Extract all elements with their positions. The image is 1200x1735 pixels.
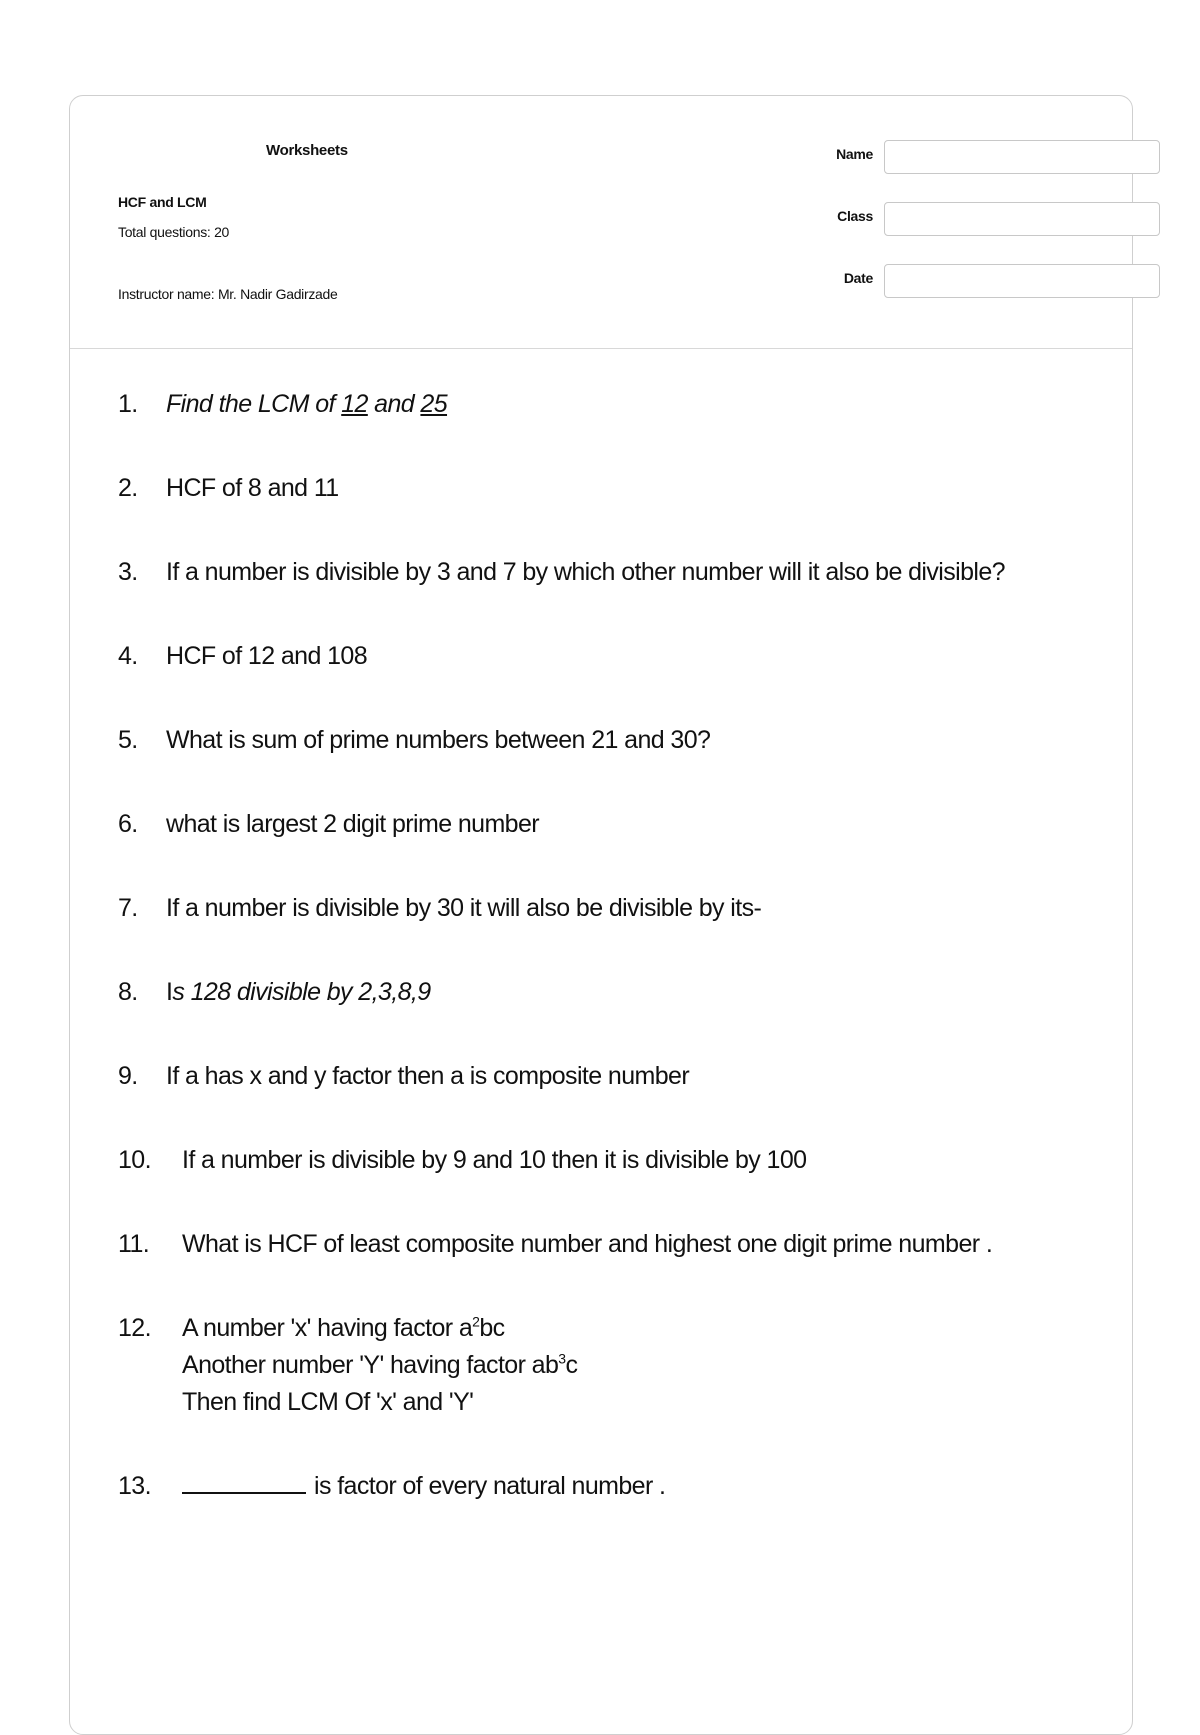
instructor-name: Instructor name: Mr. Nadir Gadirzade [118,286,338,302]
question-list [118,386,1118,1505]
answer-blank[interactable] [182,1470,306,1494]
question-text: What is HCF of least composite number and highest one digit prime number . [182,1230,993,1258]
question-text: If a number is divisible by 30 it will also be divisible by its- [166,894,762,922]
question-number: 6. [118,810,138,838]
topic-title: HCF and LCM [118,194,207,210]
question-text: what is largest 2 digit prime number [166,810,540,838]
question-number: 1. [118,390,138,418]
date-field[interactable] [884,264,1160,298]
question-7 [118,890,1118,927]
question-text: If a number is divisible by 9 and 10 then it is divisible by 100 [182,1146,807,1174]
question-number: 2. [118,474,138,502]
date-label: Date [843,270,873,286]
name-field[interactable] [884,140,1160,174]
question-text: HCF of 12 and 108 [166,642,368,670]
question-number: 13. [118,1472,151,1500]
question-9 [118,1058,1118,1095]
question-number: 7. [118,894,138,922]
question-3 [118,554,1118,591]
question-12 [118,1310,1118,1421]
question-10 [118,1142,1118,1179]
question-13 [118,1468,1118,1505]
question-text: What is sum of prime numbers between 21 and 30? [166,726,711,754]
question-number: 10. [118,1146,151,1174]
question-text: If a number is divisible by 3 and 7 by which other number will it also be divisible? [166,558,1005,586]
worksheet-header [70,96,1132,349]
class-field[interactable] [884,202,1160,236]
question-1 [118,386,1118,423]
worksheet-card [69,95,1133,1735]
name-label: Name [836,146,873,162]
question-text: is factor of every natural number . [182,1468,1118,1505]
question-text: A number 'x' having factor $a^2bc$ Another number 'Y' having factor $ab^3c$ Then find LCM Of 'x' and 'Y' [182,1313,578,1416]
question-text: HCF of 8 and 11 [166,474,339,502]
question-number: 9. [118,1062,138,1090]
worksheet-title: Worksheets [266,142,348,159]
question-number: 5. [118,726,138,754]
question-number: 8. [118,978,138,1006]
question-number: 12. [118,1314,151,1342]
question-6 [118,806,1118,843]
question-8 [118,974,1118,1011]
question-11 [118,1226,1118,1263]
question-number: 3. [118,558,138,586]
question-text: Is 128 divisible by 2,3,8,9 [166,978,431,1006]
question-2 [118,470,1118,507]
question-5 [118,722,1118,759]
question-4 [118,638,1118,675]
total-questions: Total questions: 20 [118,224,230,240]
question-text: Find the LCM of 12 and 25 [166,390,448,418]
question-text: If a has x and y factor then a is composite number [166,1062,690,1090]
question-number: 4. [118,642,138,670]
class-label: Class [837,208,873,224]
question-number: 11. [118,1230,150,1258]
